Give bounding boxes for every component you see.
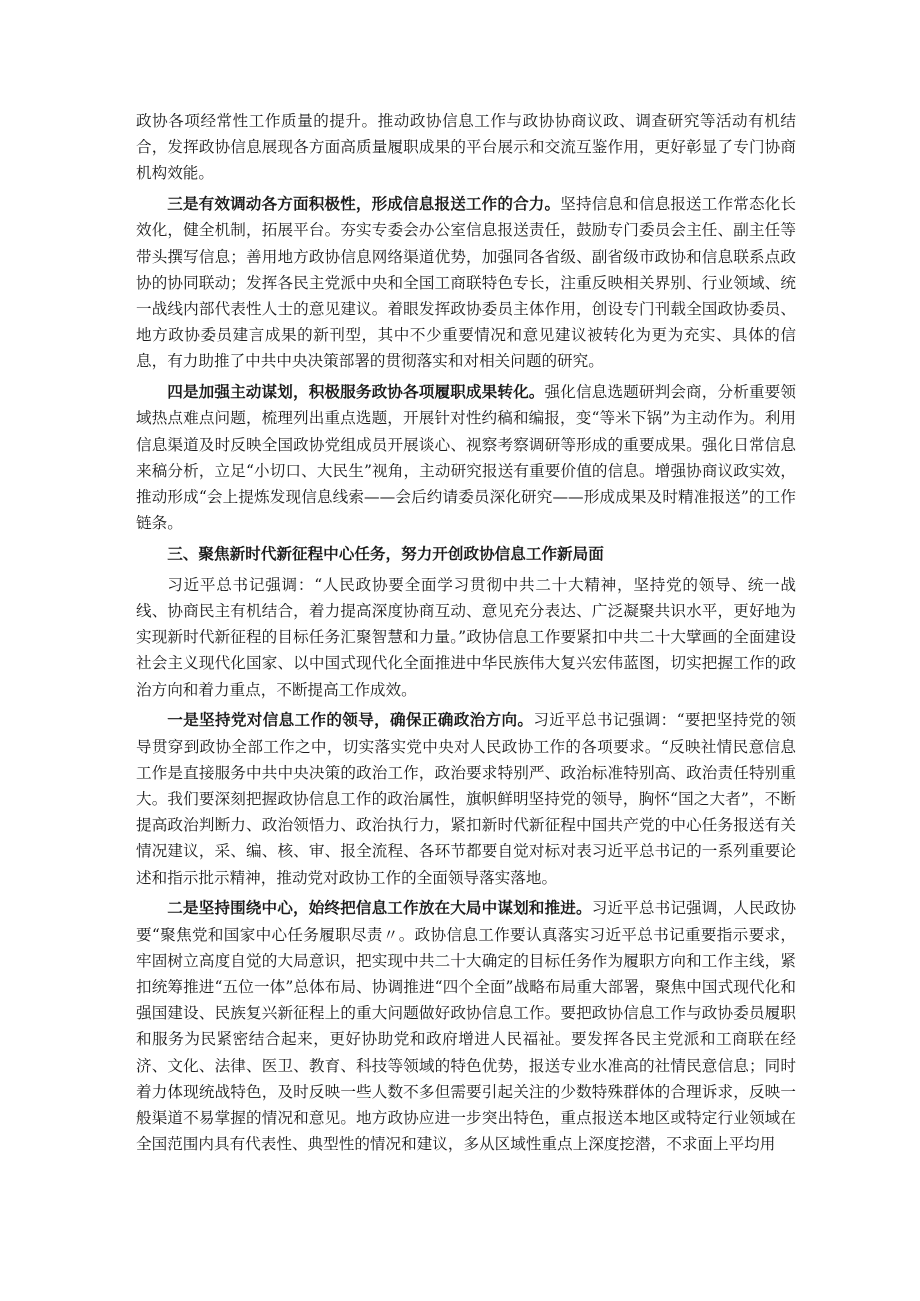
paragraph-point-two — [136, 895, 796, 1157]
paragraph-text: 习近平总书记强调：“要把坚持党的领导贯穿到政协全部工作之中，切实落实党中央对人民政协工作的各项要求。“反映社情民意信息工作是直接服务中共中央决策的政治工作，政治要求特别严、政治标准特别高、政治责任特别重大。我们要深刻把握政协信息工作的政治属性，旗帜鲜明坚持党的领导，胸怀“国之大者”，不断提高政治判断力、政治领悟力、政治执行力，紧扣新时代新征程中国共产党的中心任务报送有关情况建议，采、编、核、审、报全流程、各环节都要自觉对标对表习近平总书记的一系列重要论述和指示批示精神，推动党对政协工作的全面领导落实落地。 — [136, 711, 796, 887]
paragraph-continuation — [136, 108, 796, 187]
paragraph-text: 政协各项经常性工作质量的提升。推动政协信息工作与政协协商议政、调查研究等活动有机结合，发挥政协信息展现各方面高质量履职成果的平台展示和交流互鉴作用，更好彰显了专门协商机构效能。 — [136, 112, 796, 183]
paragraph-point-four — [136, 379, 796, 536]
paragraph-lead: 一是坚持党对信息工作的领导，确保正确政治方向。 — [167, 711, 534, 730]
document-page — [136, 108, 796, 1162]
paragraph-lead: 三是有效调动各方面积极性，形成信息报送工作的合力。 — [167, 195, 561, 214]
paragraph-text: 强化信息选题研判会商，分析重要领域热点难点问题，梳理列出重点选题，开展针对性约稿和编报，变“等米下锅”为主动作为。利用信息渠道及时反映全国政协党组成员开展谈心、视察考察调研等形成的重要成果。强化日常信息来稿分析，立足“小切口、大民生”视角，主动研究报送有重要价值的信息。增强协商议政实效，推动形成“会上提炼发现信息线索——会后约请委员深化研究——形成成果及时精准报送”的工作链条。 — [136, 383, 796, 533]
paragraph-quote-intro — [136, 572, 796, 703]
paragraph-text: 坚持信息和信息报送工作常态化长效化，健全机制，拓展平台。夯实专委会办公室信息报送责任，鼓励专门委员会主任、副主任等带头撰写信息；善用地方政协信息网络渠道优势，加强同各省级、副省级市政协和信息联系点政协的协同联动；发挥各民主党派中央和全国工商联特色专长，注重反映相关界别、行业领域、统一战线内部代表性人士的意见建议。着眼发挥政协委员主体作用，创设专门刊载全国政协委员、地方政协委员建言成果的新刊型，其中不少重要情况和意见建议被转化为更为充实、具体的信息，有力助推了中共中央决策部署的贯彻落实和对相关问题的研究。 — [136, 195, 796, 371]
paragraph-text: 习近平总书记强调，人民政协要“聚焦党和国家中心任务履职尽责〃。政协信息工作要认真落实习近平总书记重要指示要求，牢固树立高度自觉的大局意识，把实现中共二十大确定的目标任务作为履职方向和工作主线，紧扣统筹推进“五位一体”总体布局、协调推进“四个全面”战略布局重大部署，聚焦中国式现代化和强国建设、民族复兴新征程上的重大问题做好政协信息工作。要把政协信息工作与政协委员履职和服务为民紧密结合起来，更好协助党和政府增进人民福祉。要发挥各民主党派和工商联在经济、文化、法律、医卫、教育、科技等领域的特色优势，报送专业水准高的社情民意信息；同时着力体现统战特色，及时反映一些人数不多但需要引起关注的少数特殊群体的合理诉求，反映一般渠道不易掌握的情况和意见。地方政协应进一步突出特色，重点报送本地区或特定行业领域在全国范围内具有代表性、典型性的情况和建议，多从区域性重点上深度挖潜，不求面上平均用 — [136, 899, 796, 1154]
paragraph-point-three — [136, 191, 796, 374]
paragraph-point-one — [136, 707, 796, 890]
paragraph-lead: 四是加强主动谋划，积极服务政协各项履职成果转化。 — [167, 383, 545, 402]
paragraph-text: 习近平总书记强调：“人民政协要全面学习贯彻中共二十大精神，坚持党的领导、统一战线、协商民主有机结合，着力提高深度协商互动、意见充分表达、广泛凝聚共识水平，更好地为实现新时代新征程的目标任务汇聚智慧和力量。”政协信息工作要紧扣中共二十大擘画的全面建设社会主义现代化国家、以中国式现代化全面推进中华民族伟大复兴宏伟蓝图，切实把握工作的政治方向和着力重点，不断提高工作成效。 — [136, 575, 796, 699]
section-heading: 三、聚焦新时代新征程中心任务，努力开创政协信息工作新局面 — [167, 545, 604, 564]
paragraph-lead: 二是坚持围绕中心，始终把信息工作放在大局中谋划和推进。 — [167, 899, 592, 918]
